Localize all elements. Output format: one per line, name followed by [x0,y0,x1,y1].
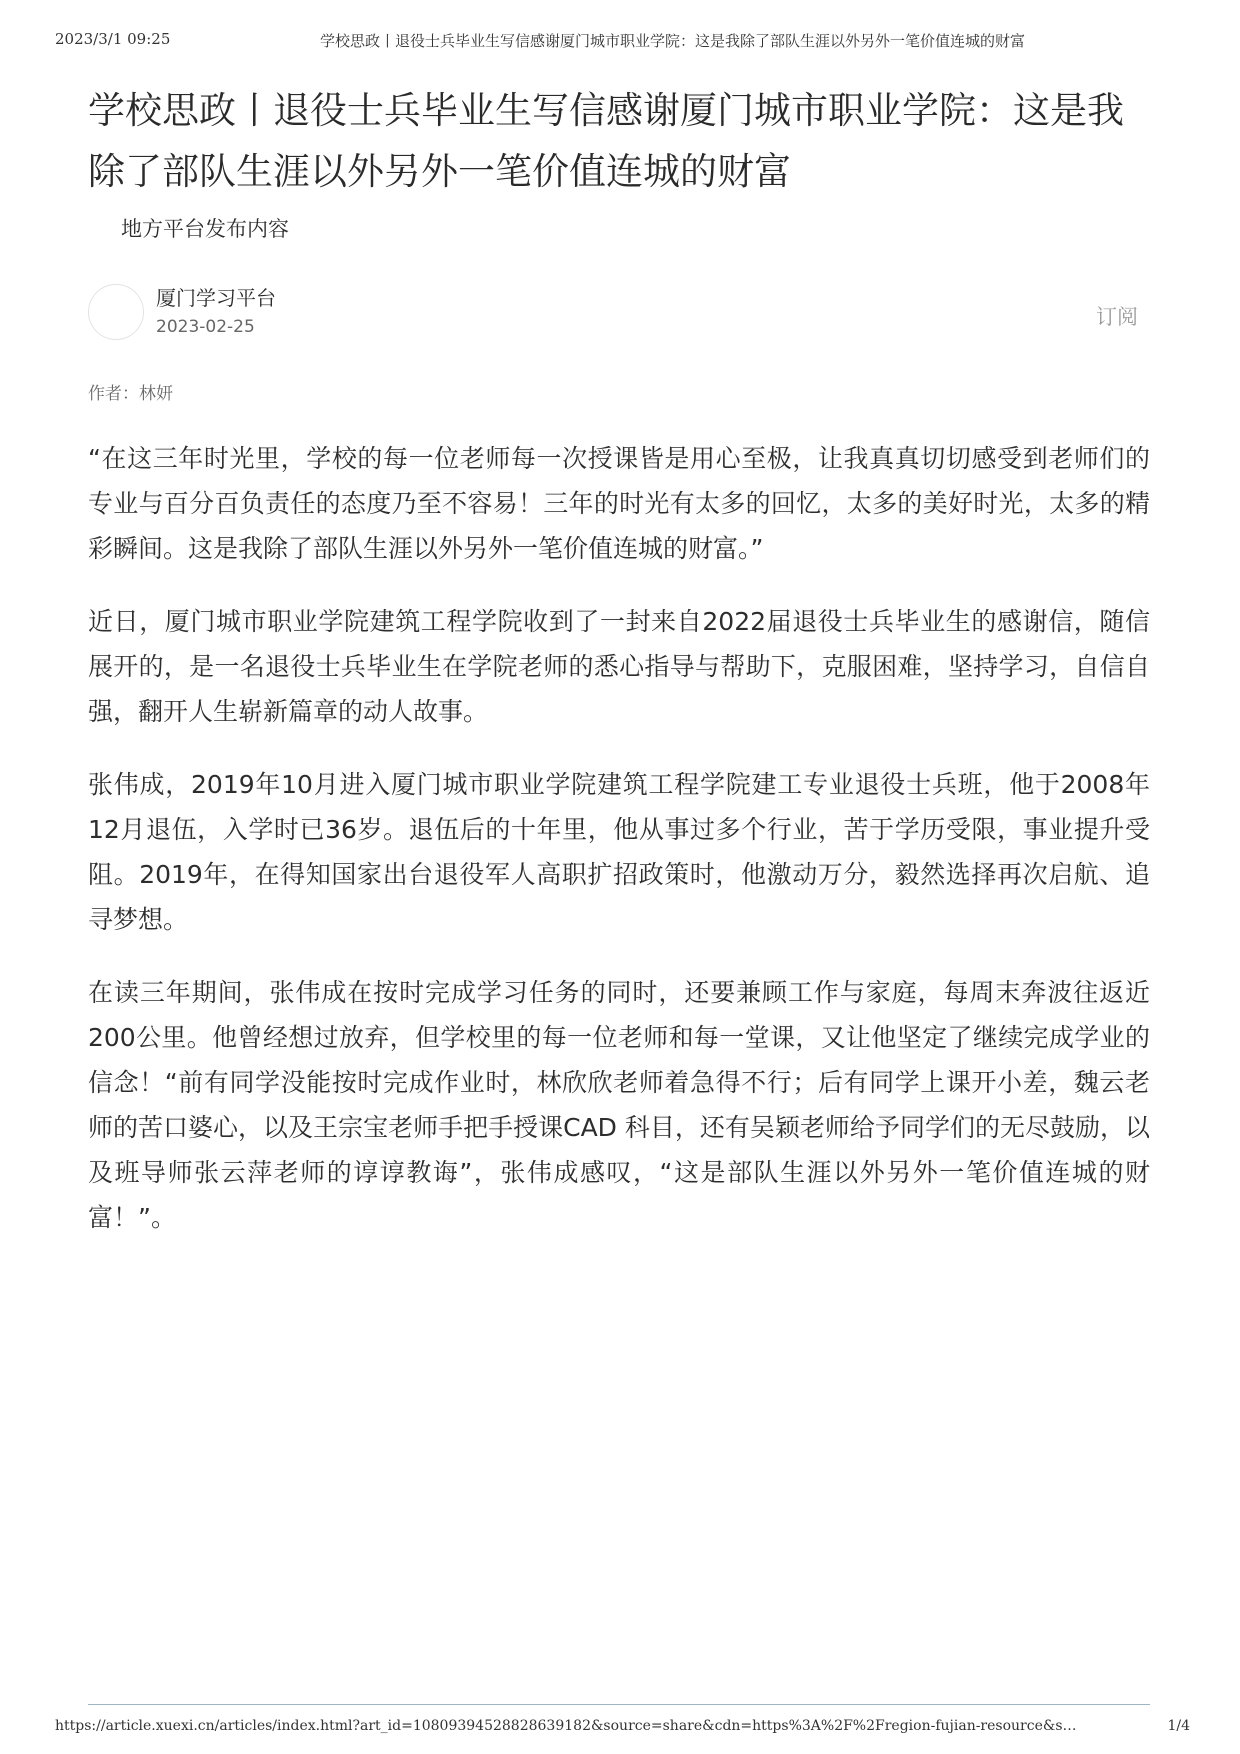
print-page-title: 学校思政丨退役士兵毕业生写信感谢厦门城市职业学院：这是我除了部队生涯以外另外一笔价值连城的财富 [320,32,1026,50]
print-page-number: 1/4 [1167,1718,1190,1734]
article-paragraph: “在这三年时光里，学校的每一位老师每一次授课皆是用心至极，让我真真切切感受到老师们的专业与百分百负责任的态度乃至不容易！三年的时光有太多的回忆，太多的美好时光，太多的精彩瞬间。这是我除了部队生涯以外另外一笔价值连城的财富。” [88,444,1150,563]
article-paragraph: 近日，厦门城市职业学院建筑工程学院收到了一封来自2022届退役士兵毕业生的感谢信，随信展开的，是一名退役士兵毕业生在学院老师的悉心指导与帮助下，克服困难，坚持学习，自信自强，翻开人生崭新篇章的动人故事。 [88,607,1150,726]
article [88,80,1150,1268]
article-headline: 学校思政丨退役士兵毕业生写信感谢厦门城市职业学院：这是我除了部队生涯以外另外一笔价值连城的财富 [88,89,1124,193]
article-body [88,436,1150,1240]
print-url: https://article.xuexi.cn/articles/index.html?art_id=10809394528828639182&source=share&cdn=https%3A%2F%2Fregion-fujian-resource&s… [55,1718,1077,1734]
platform-tag: 地方平台发布内容 [121,217,289,241]
source-meta-row [88,284,1150,346]
print-header [0,0,1240,60]
subscribe-button[interactable]: 订阅 [1096,305,1138,329]
source-name[interactable]: 厦门学习平台 [156,286,276,310]
article-paragraph: 在读三年期间，张伟成在按时完成学习任务的同时，还要兼顾工作与家庭，每周末奔波往返近200公里。他曾经想过放弃，但学校里的每一位老师和每一堂课，又让他坚定了继续完成学业的信念！“前有同学没能按时完成作业时，林欣欣老师着急得不行；后有同学上课开小差，魏云老师的苦口婆心，以及王宗宝老师手把手授课CAD 科目，还有吴颖老师给予同学们的无尽鼓励，以及班导师张云萍老师的谆谆教诲”，张伟成感叹，“这是部队生涯以外另外一笔价值连城的财富！”。 [88,978,1150,1232]
article-paragraph: 张伟成，2019年10月进入厦门城市职业学院建筑工程学院建工专业退役士兵班，他于2008年12月退伍，入学时已36岁。退伍后的十年里，他从事过多个行业，苦于学历受限，事业提升受阻。2019年，在得知国家出台退役军人高职扩招政策时，他激动万分，毅然选择再次启航、追寻梦想。 [88,770,1150,934]
publish-date: 2023-02-25 [156,317,255,337]
footer-divider [88,1704,1150,1705]
print-date: 2023/3/1 09:25 [55,30,171,48]
source-avatar[interactable] [88,284,144,340]
article-author: 作者：林妍 [88,384,173,404]
